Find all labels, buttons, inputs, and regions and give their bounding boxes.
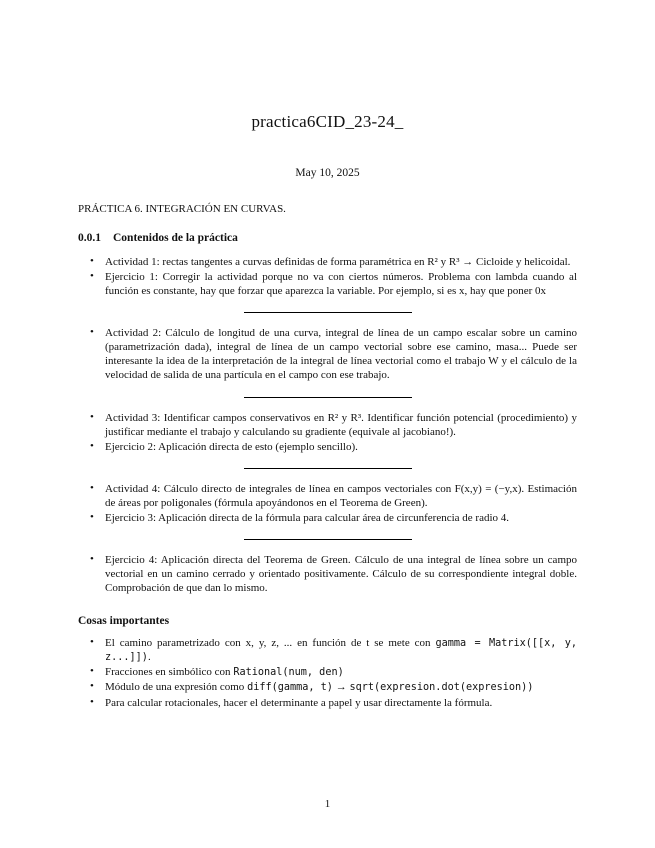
bullet-item: [90, 665, 577, 679]
bullet-marker: •: [90, 439, 94, 452]
inline-code: Rational(num, den): [233, 667, 344, 679]
important-list: [78, 636, 577, 709]
inline-code: gamma = Matrix([[x, y, z...]]): [105, 638, 577, 664]
bullet-group: [78, 553, 577, 595]
bullet-text: Actividad 3: Identificar campos conservativos en R² y R³. Identificar función potencial (procedimiento) y justificar mediante el trabajo y calculando su gradiente (equivale al jacobiano!).: [105, 411, 577, 438]
bullet-item: [90, 482, 577, 510]
bullet-group: [78, 411, 577, 454]
bullet-marker: •: [90, 481, 94, 494]
subsection-number: 0.0.1: [78, 232, 101, 244]
bullet-item: [90, 440, 577, 454]
bullet-text: Fracciones en simbólico con Rational(num, den): [105, 666, 344, 679]
bullet-item: [90, 270, 577, 298]
bullet-item: [90, 411, 577, 439]
inline-code: sqrt(expresion.dot(expresion)): [349, 682, 534, 694]
bullet-group: [78, 326, 577, 382]
bullet-item: [90, 511, 577, 525]
bullet-item: [90, 553, 577, 595]
bullet-item: [90, 255, 577, 269]
bullet-text: Para calcular rotacionales, hacer el determinante a papel y usar directamente la fórmula.: [105, 696, 493, 709]
bullet-marker: •: [90, 326, 94, 339]
page-number: 1: [324, 798, 331, 810]
bullet-marker: •: [90, 636, 94, 649]
bullet-text: Actividad 2: Cálculo de longitud de una curva, integral de línea de un campo escalar sobre un camino (parametrización dada), integral de línea de un campo vectorial sobre ese camino, masa... Puede ser interesante la idea de la interpretación de la integral de línea vectorial como el trabajo W y el cálculo de la velocidad de salida de una partícula en el campo con ese trabajo.: [105, 327, 577, 382]
bullet-marker: •: [90, 553, 94, 566]
divider: [244, 539, 412, 540]
bullet-marker: •: [90, 695, 94, 708]
bullet-text: Módulo de una expresión como diff(gamma, t) → sqrt(expresion.dot(expresion)): [105, 681, 534, 694]
bullet-item: [90, 696, 577, 710]
bullet-text: Ejercicio 4: Aplicación directa del Teorema de Green. Cálculo de una integral de línea sobre un campo vectorial en un camino cerrado y orientado positivamente. Cálculo de su correspondiente integral doble. Comprobación de que dan lo mismo.: [105, 554, 577, 595]
bullet-text: Ejercicio 3: Aplicación directa de la fórmula para calcular área de circunferencia de radio 4.: [105, 511, 510, 524]
divider: [244, 397, 412, 398]
bullet-group: [78, 482, 577, 525]
bullet-text: Ejercicio 1: Corregir la actividad porque no va con ciertos números. Problema con lambda cuando al función es constante, hay que forzar que aparezca la variable. Por ejemplo, si es x, hay que poner 0x: [105, 271, 577, 298]
subsection-label: Contenidos de la práctica: [113, 232, 238, 244]
bullet-marker: •: [90, 665, 94, 678]
bullet-item: [90, 680, 577, 694]
bullet-group: [78, 255, 577, 298]
bullet-marker: •: [90, 510, 94, 523]
bullet-text: Actividad 1: rectas tangentes a curvas definidas de forma paramétrica en R² y R³ → Cicloide y helicoidal.: [105, 256, 571, 268]
bullet-marker: •: [90, 410, 94, 423]
document-title: practica6CID_23-24_: [251, 112, 404, 131]
inline-code: diff(gamma, t): [247, 682, 333, 694]
divider: [244, 312, 412, 313]
bullet-marker: •: [90, 255, 94, 267]
subsection-heading: [78, 232, 577, 244]
bullet-item: [90, 326, 577, 382]
bullet-text: El camino parametrizado con x, y, z, ... en función de t se mete con gamma = Matrix([[x, y, z...]]).: [105, 637, 577, 664]
section-heading: PRÁCTICA 6. INTEGRACIÓN EN CURVAS.: [78, 203, 286, 215]
bullet-marker: •: [90, 270, 94, 283]
bullet-text: Actividad 4: Cálculo directo de integrales de línea en campos vectoriales con F(x,y) = (−y,x). Estimación de áreas por poligonales (fórmula apoyándonos en el Teorema de Green).: [105, 482, 577, 509]
divider: [244, 468, 412, 469]
bullet-text: Ejercicio 2: Aplicación directa de esto (ejemplo sencillo).: [105, 440, 358, 453]
document-date: May 10, 2025: [295, 167, 360, 179]
bullet-item: [90, 636, 577, 664]
important-heading: Cosas importantes: [78, 615, 170, 628]
bullet-marker: •: [90, 680, 94, 693]
